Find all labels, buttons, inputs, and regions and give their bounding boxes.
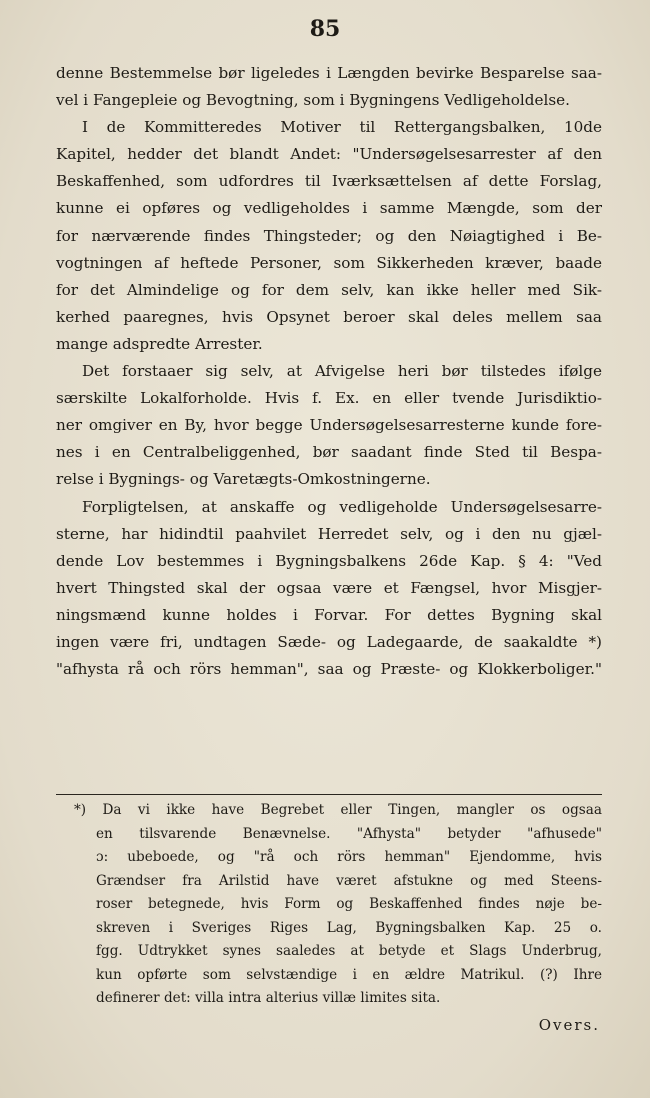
footnote-line: Grændser fra Arilstid have været afstukne og med Steens- bbox=[96, 872, 602, 889]
text-line: relse i Bygnings- og Varetægts-Omkostningerne. bbox=[56, 470, 431, 489]
text-line: for det Almindelige og for dem selv, kan ikke heller med Sik- bbox=[56, 280, 602, 299]
text-line: sterne, har hidindtil paahvilet Herredet selv, og i den nu gjæl- bbox=[56, 524, 602, 543]
footnote-line: *) Da vi ikke have Begrebet eller Tingen, mangler os ogsaa bbox=[74, 802, 602, 818]
text-line: vel i Fangepleie og Bevogtning, som i Bygningens Vedligeholdelse. bbox=[56, 91, 570, 110]
text-line: Forpligtelsen, at anskaffe og vedligeholde Undersøgelsesarre- bbox=[82, 497, 602, 516]
text-line: kunne ei opføres og vedligeholdes i samme Mængde, som der bbox=[56, 199, 602, 218]
text-line: ingen være fri, undtagen Sæde- og Ladegaarde, de saakaldte *) bbox=[56, 632, 602, 651]
main-text bbox=[56, 60, 602, 683]
text-line: vogtningen af heftede Personer, som Sikkerheden kræver, baade bbox=[56, 253, 602, 272]
footnote-line: en tilsvarende Benævnelse. "Afhysta" betyder "afhusede" bbox=[96, 825, 602, 842]
page-number: 85 bbox=[309, 16, 341, 42]
text-line: mange adspredte Arrester. bbox=[56, 334, 263, 353]
text-line: Det forstaaer sig selv, at Afvigelse heri bør tilstedes ifølge bbox=[82, 362, 602, 381]
footnote-line: skreven i Sveriges Riges Lag, Bygningsbalken Kap. 25 o. bbox=[96, 919, 602, 936]
text-line: kerhed paaregnes, hvis Opsynet beroer skal deles mellem saa bbox=[56, 307, 602, 326]
text-line: Beskaffenhed, som udfordres til Iværksættelsen af dette Forslag, bbox=[56, 172, 602, 191]
text-line: nes i en Centralbeliggenhed, bør saadant finde Sted til Bespa- bbox=[56, 443, 602, 462]
footnote-line: fgg. Udtrykket synes saaledes at betyde et Slags Underbrug, bbox=[96, 943, 602, 959]
catchword: Overs. bbox=[538, 1016, 600, 1034]
text-line: denne Bestemmelse bør ligeledes i Længden bevirke Besparelse saa- bbox=[56, 64, 602, 82]
footnote-line: kun opførte som selvstændige i en ældre Matrikul. (?) Ihre bbox=[96, 966, 602, 983]
text-line: Kapitel, hedder det blandt Andet: "Undersøgelsesarrester af den bbox=[56, 145, 602, 164]
text-line: særskilte Lokalforholde. Hvis f. Ex. en eller tvende Jurisdiktio- bbox=[56, 389, 602, 408]
footnote bbox=[56, 794, 602, 1011]
text-line: "afhysta rå och rörs hemman", saa og Præste- og Klokkerboliger." bbox=[56, 660, 602, 679]
footnote-line: roser betegnede, hvis Form og Beskaffenhed findes nøje be- bbox=[96, 896, 602, 912]
text-line: I de Kommitteredes Motiver til Rettergangsbalken, 10de bbox=[82, 118, 602, 137]
text-line: for nærværende findes Thingsteder; og den Nøiagtighed i Be- bbox=[56, 226, 602, 245]
footnote-line: definerer det: villa intra alterius villæ limites sita. bbox=[96, 990, 441, 1006]
footnote-line: ɔ: ubeboede, og "rå och rörs hemman" Ejendomme, hvis bbox=[96, 849, 602, 865]
text-line: hvert Thingsted skal der ogsaa være et Fængsel, hvor Misgjer- bbox=[56, 578, 602, 597]
text-line: dende Lov bestemmes i Bygningsbalkens 26de Kap. § 4: "Ved bbox=[56, 551, 602, 570]
text-line: ningsmænd kunne holdes i Forvar. For dettes Bygning skal bbox=[56, 605, 602, 624]
text-line: ner omgiver en By, hvor begge Undersøgelsesarresterne kunde fore- bbox=[56, 416, 602, 435]
